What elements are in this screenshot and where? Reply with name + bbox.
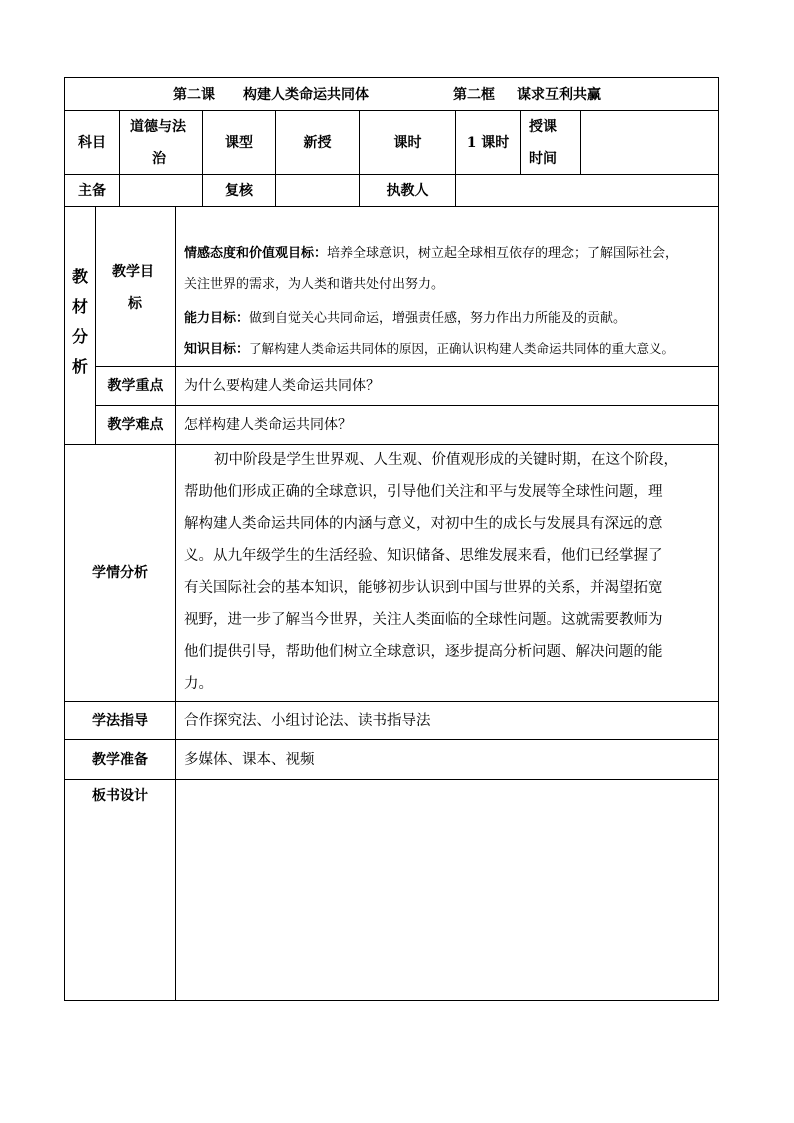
time-label-line2: 时间: [529, 151, 557, 167]
subject-value-line2: 治: [152, 151, 166, 167]
student-analysis-content-cell: [175, 444, 719, 702]
board-label: 板书设计: [92, 788, 148, 804]
title-row: [64, 77, 719, 111]
student-analysis-line: 初中阶段是学生世界观、人生观、价值观形成的关键时期，在这个阶段，: [214, 452, 678, 468]
subject-label: 科目: [78, 135, 106, 151]
material-analysis-char: 分: [72, 327, 89, 346]
frame-number: 第二框: [453, 87, 495, 103]
lead-label: 主备: [78, 183, 106, 199]
hours-value: 1 课时: [466, 135, 510, 151]
lesson-title: 构建人类命运共同体: [243, 87, 369, 103]
review-value-cell[interactable]: [275, 174, 360, 207]
methods-text: 合作探究法、小组讨论法、读书指导法: [184, 713, 431, 729]
teacher-label-cell: [359, 174, 456, 207]
board-label-cell: [64, 779, 176, 1001]
student-analysis-line: 有关国际社会的基本知识，能够初步认识到中国与世界的关系，并渴望拓宽: [184, 580, 663, 596]
goal-knowledge-text: 了解构建人类命运共同体的原因，正确认识构建人类命运共同体的重大意义。: [249, 341, 675, 356]
student-analysis-line: 解构建人类命运共同体的内涵与意义，对初中生的成长与发展具有深远的意: [184, 516, 663, 532]
student-analysis-line: 视野，进一步了解当今世界，关注人类面临的全球性问题。这就需要教师为: [184, 612, 663, 628]
goal-affective-label: 情感态度和价值观目标：: [184, 246, 328, 261]
student-analysis-line: 力。: [184, 676, 213, 692]
methods-content-cell: [175, 701, 719, 740]
subject-value-line1: 道德与法: [130, 119, 186, 135]
goal-affective-line2: 关注世界的需求，为人类和谐共处付出努力。: [184, 277, 445, 292]
lead-value-cell[interactable]: [119, 174, 203, 207]
key-point-text: 为什么要构建人类命运共同体？: [184, 378, 380, 394]
time-value-cell[interactable]: [580, 110, 719, 175]
student-analysis-label: 学情分析: [92, 565, 148, 581]
student-analysis-line: 帮助他们形成正确的全球意识，引导他们关注和平与发展等全球性问题，理: [184, 484, 663, 500]
goal-knowledge-line: [184, 341, 674, 358]
key-point-label-cell: [95, 366, 176, 406]
student-analysis-line: 他们提供引导，帮助他们树立全球意识，逐步提高分析问题、解决问题的能: [184, 644, 663, 660]
type-value: 新授: [303, 135, 332, 151]
goal-ability-label: 能力目标：: [184, 311, 250, 326]
difficulty-label: 教学难点: [107, 417, 164, 433]
review-label: 复核: [225, 183, 253, 199]
lead-label-cell: [64, 174, 120, 207]
hours-label: 课时: [393, 135, 422, 151]
goal-affective-text: 培养全球意识，树立起全球相互依存的理念；了解国际社会，: [327, 246, 679, 261]
board-content-cell[interactable]: [175, 779, 719, 1001]
difficulty-label-cell: [95, 405, 176, 445]
methods-label-cell: [64, 701, 176, 740]
prep-label: 教学准备: [92, 752, 148, 768]
prep-text: 多媒体、课本、视频: [184, 752, 315, 768]
goals-label-line2: 标: [128, 296, 142, 312]
key-point-label: 教学重点: [107, 378, 164, 394]
material-analysis-char: 材: [72, 297, 89, 316]
goal-knowledge-label: 知识目标：: [184, 342, 250, 357]
type-value-cell: [275, 110, 360, 175]
time-label-line1: 授课: [529, 119, 557, 135]
student-analysis-line: 义。从九年级学生的生活经验、知识储备、思维发展来看，他们已经掌握了: [184, 548, 663, 564]
goal-ability-line: [184, 311, 626, 327]
goals-label-line1: 教学目: [112, 264, 154, 280]
teacher-value-cell[interactable]: [455, 174, 719, 207]
material-analysis-label-cell: [64, 206, 96, 445]
difficulty-text: 怎样构建人类命运共同体？: [184, 417, 352, 433]
difficulty-content-cell: [175, 405, 719, 445]
goals-label-cell: [95, 206, 176, 367]
student-analysis-label-cell: [64, 444, 176, 702]
frame-title: 谋求互利共赢: [517, 87, 601, 103]
prep-label-cell: [64, 739, 176, 780]
hours-label-cell: [359, 110, 456, 175]
goal-affective-line1: [184, 246, 678, 262]
subject-value-cell: [119, 110, 203, 175]
type-label: 课型: [225, 135, 253, 151]
lesson-number: 第二课: [173, 87, 215, 103]
lesson-plan-table: [64, 77, 719, 1001]
material-analysis-char: 析: [72, 357, 89, 376]
material-analysis-char: 教: [72, 267, 89, 286]
subject-label-cell: [64, 110, 120, 175]
key-point-content-cell: [175, 366, 719, 406]
review-label-cell: [202, 174, 276, 207]
teacher-label: 执教人: [386, 183, 429, 199]
goals-content-cell: [175, 206, 719, 367]
prep-content-cell: [175, 739, 719, 780]
hours-value-cell: [455, 110, 521, 175]
goal-ability-text: 做到自觉关心共同命运，增强责任感，努力作出力所能及的贡献。: [249, 311, 627, 326]
time-label-cell: [520, 110, 581, 175]
methods-label: 学法指导: [92, 713, 148, 729]
type-label-cell: [202, 110, 276, 175]
